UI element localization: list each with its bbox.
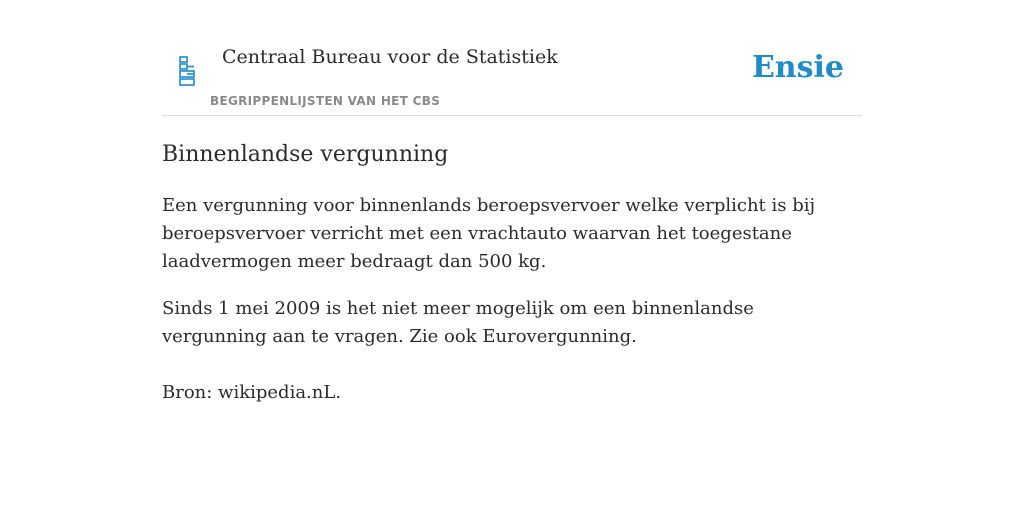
ensie-logo[interactable]: Ensie [751, 50, 844, 85]
cbs-logo-icon[interactable] [176, 56, 198, 86]
note-paragraph [162, 295, 862, 351]
source-line: Bron: wikipedia.nL. [162, 382, 342, 403]
note-text: Sinds 1 mei 2009 is het niet meer mogelijk om een binnenlandse vergunning aan te vragen. Zie ook [162, 298, 754, 347]
note-period: . [631, 326, 637, 347]
eurovergunning-link[interactable]: Eurovergunning [482, 326, 632, 347]
page-title: Binnenlandse vergunning [162, 142, 449, 167]
page-container [162, 0, 862, 407]
definition-paragraph: Een vergunning voor binnenlands beroepsvervoer welke verplicht is bij beroepsvervoer verricht met een vrachtauto waarvan het toegestane laadvermogen meer bedraagt dan 500 kg. [162, 195, 816, 272]
glossary-subtitle[interactable]: BEGRIPPENLIJSTEN VAN HET CBS [210, 94, 441, 108]
site-header [162, 0, 862, 116]
organization-name[interactable]: Centraal Bureau voor de Statistiek [222, 46, 558, 68]
